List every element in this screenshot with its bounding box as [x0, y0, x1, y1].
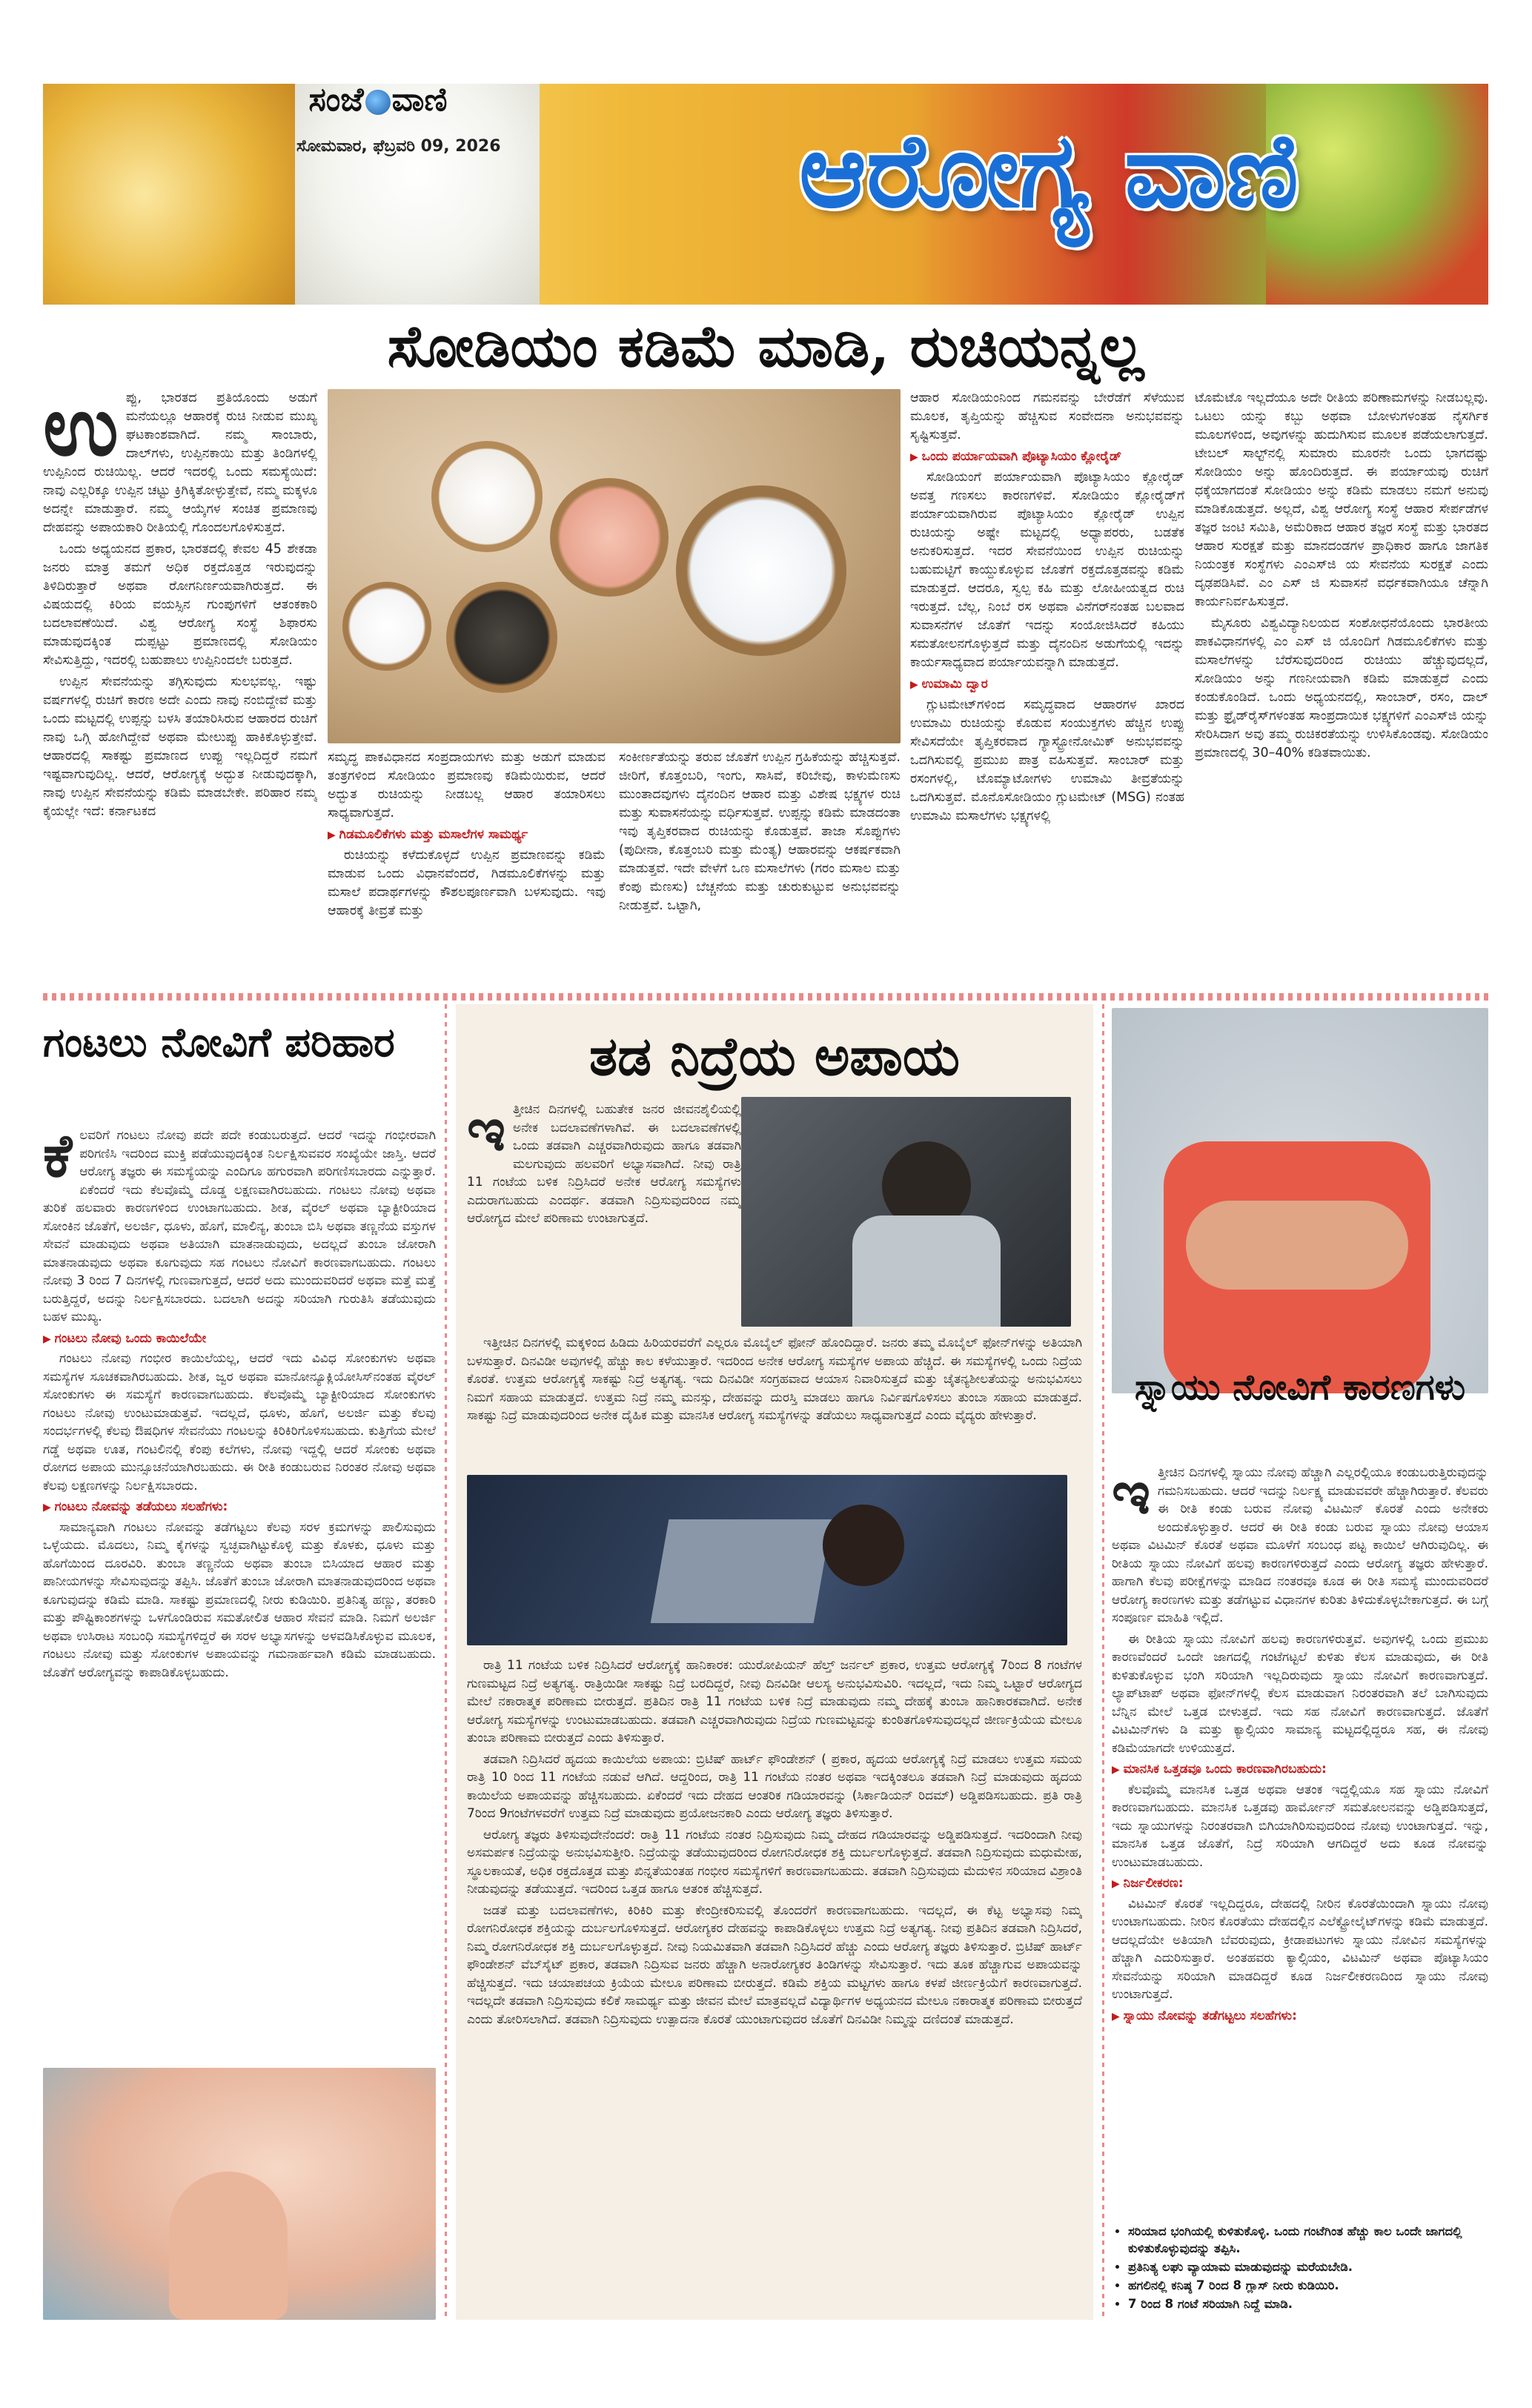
subheading: ▶ ಗಂಟಲು ನೋವನ್ನು ತಡೆಯಲು ಸಲಹೆಗಳು: — [43, 1498, 436, 1517]
laptop — [651, 1519, 832, 1623]
paragraph: ಒಂದು ಅಧ್ಯಯನದ ಪ್ರಕಾರ, ಭಾರತದಲ್ಲಿ ಕೇವಲ 45 ಶೇಕಡಾ ಜನರು ಮಾತ್ರ ತಮಗೆ ಅಧಿಕ ರಕ್ತದೊತ್ತಡ ಇರುವುದನ್ನು ತಿಳಿದಿರುತ್ತಾರೆ ಅಥವಾ ರೋಗನಿರ್ಣಯವಾಗಿರುತ್ತದೆ. ಈ ವಿಷಯದಲ್ಲಿ ಕಿರಿಯ ವಯಸ್ಸಿನ ಗುಂಪುಗಳಿಗೆ ಆತಂಕಕಾರಿ ಬದಲಾವಣೆಯಿದೆ. ವಿಶ್ವ ಆರೋಗ್ಯ ಸಂಸ್ಥೆ ಶಿಫಾರಸು ಮಾಡುವುದಕ್ಕಿಂತ ದುಪ್ಪಟ್ಟು ಪ್ರಮಾಣದಲ್ಲಿ ಸೋಡಿಯಂ ಸೇವಿಸುತ್ತಿದ್ದು, ಇದರಲ್ಲಿ ಬಹುಪಾಲು ಉಪ್ಪಿನಿಂದಲೇ ಬರುತ್ತದೆ. — [43, 542, 317, 668]
salt-spoon-fine — [342, 582, 431, 671]
muscle-title: ಸ್ನಾಯು ನೋವಿಗೆ ಕಾರಣಗಳು — [1134, 1367, 1466, 1408]
person-body — [852, 1215, 1001, 1327]
salt-spoon-pink — [550, 478, 669, 597]
subheading: ▶ ಸ್ನಾಯು ನೋವನ್ನು ತಡೆಗಟ್ಟಲು ಸಲಹೆಗಳು: — [1112, 2007, 1488, 2026]
tip-item: • ಹಗಲಿನಲ್ಲಿ ಕನಿಷ್ಠ 7 ರಿಂದ 8 ಗ್ಲಾಸ್ ನೀರು ಕುಡಿಯಿರಿ. — [1128, 2277, 1488, 2294]
subheading: ▶ ಗಿಡಮೂಲಿಕೆಗಳು ಮತ್ತು ಮಸಾಲೆಗಳ ಸಾಮರ್ಥ್ಯ — [328, 826, 606, 845]
paragraph: ಈ ರೀತಿಯ ಸ್ನಾಯು ನೋವಿಗೆ ಹಲವು ಕಾರಣಗಳಿರುತ್ತವೆ. ಅವುಗಳಲ್ಲಿ ಒಂದು ಪ್ರಮುಖ ಕಾರಣವೆಂದರೆ ಒಂದೇ ಜಾಗದಲ್ಲಿ ಗಂಟೆಗಟ್ಟಲೆ ಕುಳಿತು ಕೆಲಸ ಮಾಡುವುದು, ಈ ರೀತಿ ಕುಳಿತುಕೊಳ್ಳುವ ಭಂಗಿ ಸರಿಯಾಗಿ ಇಲ್ಲದಿರುವುದು ಸ್ನಾಯು ನೋವಿಗೆ ಕಾರಣವಾಗುತ್ತದೆ. ಲ್ಯಾಪ್‌ಟಾಪ್ ಅಥವಾ ಫೋನ್‌ಗಳಲ್ಲಿ ಕೆಲಸ ಮಾಡುವಾಗ ನಿರಂತರವಾಗಿ ತಲೆ ಬಾಗಿಸುವುದು ಬೆನ್ನಿನ ಮೇಲೆ ಒತ್ತಡ ಬೀಳುತ್ತದೆ. ಇದು ಸಹ ನೋವಿಗೆ ಕಾರಣವಾಗುತ್ತದೆ. ಜೊತೆಗೆ ವಿಟಮಿನ್‌ಗಳು ಡಿ ಮತ್ತು ಕ್ಯಾಲ್ಸಿಯಂ ಸಾಮಾನ್ಯ ಮಟ್ಟದಲ್ಲಿದ್ದರೂ ಸಹ, ಈ ನೋವು ಕಡಿಮೆಯಾಗದೇ ಉಳಿಯುತ್ತದೆ. — [1112, 1631, 1488, 1756]
lead-column-2 — [328, 749, 606, 982]
paragraph: ಉಪ್ಪಿನ ಸೇವನೆಯನ್ನು ತಗ್ಗಿಸುವುದು ಸುಲಭವಲ್ಲ. ಇಷ್ಟು ವರ್ಷಗಳಲ್ಲಿ ರುಚಿಗೆ ಕಾರಣ ಅದೇ ಎಂದು ನಾವು ನಂಬಿದ್ದೇವೆ ಮತ್ತು ಒಂದು ಮಟ್ಟದಲ್ಲಿ ಉಪ್ಪನ್ನು ಬಳಸಿ ತಯಾರಿಸಿರುವ ಆಹಾರದ ರುಚಿಗೆ ನಾವು ಒಗ್ಗಿ ಹೋಗಿದ್ದೇವೆ ಅಥವಾ ಮೇಲುಪ್ಪು ಹಾಕಿಕೊಳ್ಳುತ್ತೇವೆ. ಆಹಾರದಲ್ಲಿ ಸಾಕಷ್ಟು ಪ್ರಮಾಣದ ಉಪ್ಪು ಇಲ್ಲದಿದ್ದರೆ ನಮಗೆ ಇಷ್ಟವಾಗುವುದಿಲ್ಲ. ಆದರೆ, ಆರೋಗ್ಯಕ್ಕೆ ಅದ್ಭುತ ನೀಡುವುದಕ್ಕಾಗಿ, ನಾವು ಉಪ್ಪಿನ ಸೇವನೆಯನ್ನು ಕಡಿಮೆ ಮಾಡಬೇಕೇ. ಪರಿಹಾರ ನಮ್ಮ ಕೈಯಲ್ಲೇ ಇದೆ: ಕರ್ನಾಟಕದ — [43, 674, 317, 819]
throat-title: ಗಂಟಲು ನೋವಿಗೆ ಪರಿಹಾರ — [43, 1018, 395, 1066]
salt-spoons-photo — [328, 389, 901, 743]
paragraph: ಗ್ಲುಟಮೇಟ್‌ಗಳಿಂದ ಸಮೃದ್ಧವಾದ ಆಹಾರಗಳ ಖಾರದ ಉಮಾಮಿ ರುಚಿಯನ್ನು ಕೊಡುವ ಸಂಯುಕ್ತಗಳು ಹೆಚ್ಚಿನ ಉಪ್ಪು ಸೇವಿಸದೆಯೇ ತೃಪ್ತಿಕರವಾದ ಗ್ಯಾಸ್ಟ್ರೋನೋಮಿಕ್ ಅನುಭವವನ್ನು ಒದಗಿಸುವಲ್ಲಿ ಪ್ರಮುಖ ಪಾತ್ರ ವಹಿಸುತ್ತವೆ. ಸಾಂಬಾರ್ ಮತ್ತು ರಸಂಗಳಲ್ಲಿ, ಟೊಮ್ಯಾಟೋಗಳು ಉಮಾಮಿ ತೀವ್ರತೆಯನ್ನು ಒದಗಿಸುತ್ತವೆ. ಮೊನೊಸೋಡಿಯಂ ಗ್ಲುಟಮೇಟ್ (MSG) ನಂತಹ ಉಮಾಮಿ ಮಸಾಲೆಗಳು ಭಕ್ಷ್ಯಗಳಲ್ಲಿ — [910, 697, 1184, 823]
subheading: ▶ ಮಾನಸಿಕ ಒತ್ತಡವೂ ಒಂದು ಕಾರಣವಾಗಿರಬಹುದು: — [1112, 1760, 1488, 1780]
paragraph: ರುಚಿಯನ್ನು ಕಳೆದುಕೊಳ್ಳದೆ ಉಪ್ಪಿನ ಪ್ರಮಾಣವನ್ನು ಕಡಿಮೆ ಮಾಡುವ ಒಂದು ವಿಧಾನವೆಂದರೆ, ಗಿಡಮೂಲಿಕೆಗಳನ್ನು ಮತ್ತು ಮಸಾಲೆ ಪದಾರ್ಥಗಳನ್ನು ಕೌಶಲಪೂರ್ಣವಾಗಿ ಬಳಸುವುದು. ಇವು ಆಹಾರಕ್ಕೆ ತೀವ್ರತೆ ಮತ್ತು — [328, 848, 606, 918]
paragraph: ಟೊಮೆಟೊ ಇಲ್ಲದೆಯೂ ಅದೇ ರೀತಿಯ ಪರಿಣಾಮಗಳನ್ನು ನೀಡಬಲ್ಲವು. ಒಟಲು ಯನ್ನು ಕಬ್ಬು ಅಥವಾ ಬೋಳುಗಳಂತಹ ನೈಸರ್ಗಿಕ ಮೂಲಗಳಿಂದ, ಅವುಗಳನ್ನು ಹುದುಗಿಸುವ ಮೂಲಕ ಪಡೆಯಲಾಗುತ್ತದೆ. ಟೇಬಲ್ ಸಾಲ್ಟ್‌ನಲ್ಲಿ ಸುಮಾರು ಮೂರನೇ ಒಂದು ಭಾಗದಷ್ಟು ಸೋಡಿಯಂ ಅನ್ನು ಹೊಂದಿರುತ್ತದೆ. ಈ ಪರ್ಯಾಯವು ರುಚಿಗೆ ಧಕ್ಕೆಯಾಗದಂತೆ ಸೋಡಿಯಂ ಅನ್ನು ಕಡಿಮೆ ಮಾಡಲು ನಮಗೆ ಅನುವು ಮಾಡಿಕೊಡುತ್ತದೆ. ಅಲ್ಲದೆ, ವಿಶ್ವ ಆರೋಗ್ಯ ಸಂಸ್ಥೆ ಆಹಾರ ಸೇರ್ಪಡೆಗಳ ತಜ್ಞರ ಜಂಟಿ ಸಮಿತಿ, ಅಮೆರಿಕಾದ ಆಹಾರ ತಜ್ಞರ ಸಂಸ್ಥೆ ಮತ್ತು ಭಾರತದ ಆಹಾರ ಸುರಕ್ಷತೆ ಮತ್ತು ಮಾನದಂಡಗಳ ಪ್ರಾಧಿಕಾರ ಹಾಗೂ ಜಾಗತಿಕ ನಿಯಂತ್ರಕ ಸಂಸ್ಥೆಗಳು ಎಂಎಸ್‌ಜಿ ಯ ಸೇವನೆಯ ಸುರಕ್ಷತೆ ಎಂದು ದೃಢಪಡಿಸಿವೆ. ಎಂ ಎಸ್ ಜಿ ಸುವಾಸನೆ ವರ್ಧಕವಾಗಿಯೂ ಚೆನ್ನಾಗಿ ಕಾರ್ಯನಿರ್ವಹಿಸುತ್ತದೆ. — [1195, 391, 1488, 609]
dateline: ಸೋಮವಾರ, ಫೆಬ್ರವರಿ 09, 2026 — [296, 137, 501, 156]
paragraph: ಸಾಮಾನ್ಯವಾಗಿ ಗಂಟಲು ನೋವನ್ನು ತಡೆಗಟ್ಟಲು ಕೆಲವು ಸರಳ ಕ್ರಮಗಳನ್ನು ಪಾಲಿಸುವುದು ಒಳ್ಳೆಯದು. ಮೊದಲು, ನಿಮ್ಮ ಕೈಗಳನ್ನು ಸ್ವಚ್ಛವಾಗಿಟ್ಟುಕೊಳ್ಳಿ ಮತ್ತು ಕೊಳಕು, ಧೂಳು ಮತ್ತು ಹೊಗೆಯಿಂದ ದೂರವಿರಿ. ತುಂಬಾ ತಣ್ಣನೆಯ ಅಥವಾ ತುಂಬಾ ಬಿಸಿಯಾದ ಆಹಾರ ಮತ್ತು ಪಾನೀಯಗಳನ್ನು ಸೇವಿಸುವುದನ್ನು ತಪ್ಪಿಸಿ. ಜೊತೆಗೆ ತುಂಬಾ ಜೋರಾಗಿ ಮಾತನಾಡುವುದರಿಂದ ಅಥವಾ ಕೂಗುವುದನ್ನು ಕಡಿಮೆ ಮಾಡಿ. ಸಾಕಷ್ಟು ಪ್ರಮಾಣದಲ್ಲಿ ನೀರು ಕುಡಿಯಿರಿ. ಪ್ರತಿನಿತ್ಯ ಹಣ್ಣು, ತರಕಾರಿ ಮತ್ತು ಪೌಷ್ಟಿಕಾಂಶಗಳನ್ನು ಒಳಗೊಂಡಿರುವ ಸಮತೋಲಿತ ಆಹಾರ ಸೇವನೆ ಮಾಡಿ. ನಿಮಗೆ ಅಲರ್ಜಿ ಅಥವಾ ಉಸಿರಾಟ ಸಂಬಂಧಿ ಸಮಸ್ಯೆಗಳಿದ್ದರೆ ಈ ಸರಳ ಅಭ್ಯಾಸಗಳನ್ನು ಅಳವಡಿಸಿಕೊಳ್ಳುವ ಮೂಲಕ, ಗಂಟಲು ನೋವು ಮತ್ತು ಸೋಂಕುಗಳ ಅಪಾಯವನ್ನು ಗಮನಾರ್ಹವಾಗಿ ಕಡಿಮೆ ಮಾಡಬಹುದು. ಜೊತೆಗೆ ಆರೋಗ್ಯವನ್ನು ಕಾಪಾಡಿಕೊಳ್ಳಬಹುದು. — [43, 1519, 436, 1680]
dropcap: ಉ — [43, 389, 119, 474]
section-divider — [43, 993, 1488, 1001]
subheading: ▶ ಒಂದು ಪರ್ಯಾಯವಾಗಿ ಪೊಟ್ಯಾಸಿಯಂ ಕ್ಲೋರೈಡ್ — [910, 448, 1184, 467]
globe-icon — [365, 90, 391, 115]
subheading: ▶ ಉಮಾಮಿ ದ್ವಾರ — [910, 675, 1184, 694]
paragraph: ಆಹಾರ ಸೋಡಿಯಂನಿಂದ ಗಮನವನ್ನು ಬೇರೆಡೆಗೆ ಸೆಳೆಯುವ ಮೂಲಕ, ತೃಪ್ತಿಯನ್ನು ಹೆಚ್ಚಿಸುವ ಸಂವೇದನಾ ಅನುಭವವನ್ನು ಸೃಷ್ಟಿಸುತ್ತವೆ. — [910, 391, 1184, 442]
lead-column-4 — [910, 389, 1184, 982]
paragraph: ಇತ್ತೀಚಿನ ದಿನಗಳಲ್ಲಿ ಮಕ್ಕಳಿಂದ ಹಿಡಿದು ಹಿರಿಯರವರೆಗೆ ಎಲ್ಲರೂ ಮೊಬೈಲ್ ಫೋನ್ ಹೊಂದಿದ್ದಾರೆ. ಜನರು ತಮ್ಮ ಮೊಬೈಲ್ ಫೋನ್‌ಗಳನ್ನು ಅತಿಯಾಗಿ ಬಳಸುತ್ತಾರೆ. ದಿನವಿಡೀ ಅವುಗಳಲ್ಲಿ ಹೆಚ್ಚು ಕಾಲ ಕಳೆಯುತ್ತಾರೆ. ಇದರಿಂದ ಅನೇಕ ಆರೋಗ್ಯ ಸಮಸ್ಯೆಗಳ ಅಪಾಯ ಹೆಚ್ಚಿದೆ. ಈ ಸಮಸ್ಯೆಗಳಲ್ಲಿ ಒಂದು ನಿದ್ರೆಯ ಕೊರತೆ. ಉತ್ತಮ ಆರೋಗ್ಯಕ್ಕೆ ಸಾಕಷ್ಟು ನಿದ್ರೆ ಅತ್ಯಗತ್ಯ. ಇದು ದಿನವಿಡೀ ಸಂಗ್ರಹವಾದ ಆಯಾಸ ನಿವಾರಿಸುತ್ತದೆ ಮತ್ತು ಚೈತನ್ಯಶೀಲತೆಯನ್ನು ಅನುಭವಿಸಲು ನಿಮಗೆ ಸಹಾಯ ಮಾಡುತ್ತದೆ. ಉತ್ತಮ ನಿದ್ರೆ ನಮ್ಮ ಮನಸ್ಸು, ದೇಹವನ್ನು ದುರಸ್ತಿ ಮಾಡಲು ಹಾಗೂ ನಿರ್ವಿಷಗೊಳಿಸಲು ತುಂಬಾ ಸಹಾಯ ಮಾಡುತ್ತದೆ. ಸಾಕಷ್ಟು ನಿದ್ರೆ ಮಾಡುವುದರಿಂದ ಅನೇಕ ದೈಹಿಕ ಮತ್ತು ಮಾನಸಿಕ ಆರೋಗ್ಯ ಸಮಸ್ಯೆಗಳನ್ನು ತಡೆಯಲು ಸಾಧ್ಯವಾಗುತ್ತದೆ ಎಂದು ವೈದ್ಯರು ಹೇಳುತ್ತಾರೆ. — [467, 1336, 1082, 1423]
salt-spoon-white — [431, 441, 543, 552]
paragraph: ಆರೋಗ್ಯ ತಜ್ಞರು ತಿಳಿಸುವುದೇನೆಂದರೆ: ರಾತ್ರಿ 11 ಗಂಟೆಯ ನಂತರ ನಿದ್ರಿಸುವುದು ನಿಮ್ಮ ದೇಹದ ಗಡಿಯಾರವನ್ನು ಅಡ್ಡಿಪಡಿಸುತ್ತದೆ. ಇದರಿಂದಾಗಿ ನೀವು ಅಸಮರ್ಪಕ ನಿದ್ರೆಯನ್ನು ಅನುಭವಿಸುತ್ತೀರಿ. ನಿದ್ರೆಯನ್ನು ತಡೆಯುವುದರಿಂದ ರೋಗನಿರೋಧಕ ಶಕ್ತಿ ದುರ್ಬಲಗೊಳ್ಳುತ್ತದೆ. ತಡವಾಗಿ ನಿದ್ರಿಸುವುದು ಮಧುಮೇಹ, ಸ್ಥೂಲಕಾಯತೆ, ಅಧಿಕ ರಕ್ತದೊತ್ತಡ ಮತ್ತು ಖಿನ್ನತೆಯಂತಹ ಗಂಭೀರ ಸಮಸ್ಯೆಗಳಿಗೆ ಕಾರಣವಾಗಬಹುದು. ತಡವಾಗಿ ನಿದ್ರಿಸುವುದು ಮೆದುಳಿನ ಸರಿಯಾದ ವಿಶ್ರಾಂತಿ ನೀಡುವುದನ್ನು ತಡೆಯುತ್ತದೆ. ಇದರಿಂದ ಒತ್ತಡ ಹಾಗೂ ಆತಂಕ ಹೆಚ್ಚಿಸುತ್ತದೆ. — [467, 1827, 1082, 1897]
paragraph: ಸಂಕೀರ್ಣತೆಯನ್ನು ತರುವ ಜೊತೆಗೆ ಉಪ್ಪಿನ ಗ್ರಹಿಕೆಯನ್ನು ಹೆಚ್ಚಿಸುತ್ತವೆ. ಜೀರಿಗೆ, ಕೊತ್ತಂಬರಿ, ಇಂಗು, ಸಾಸಿವೆ, ಕರಿಬೇವು, ಕಾಳುಮೆಣಸು ಮುಂತಾದವುಗಳು ದೈನಂದಿನ ಆಹಾರ ಮತ್ತು ವಿಶೇಷ ಭಕ್ಷ್ಯಗಳ ರುಚಿ ಮತ್ತು ಸುವಾಸನೆಯನ್ನು ವರ್ಧಿಸುತ್ತವೆ. ಉಪ್ಪನ್ನು ಕಡಿಮೆ ಮಾಡದಂತಾ ಇವು ತೃಪ್ತಿಕರವಾದ ರುಚಿಯನ್ನು ಕೊಡುತ್ತವೆ. ತಾಜಾ ಸೊಪ್ಪುಗಳು (ಪುದೀನಾ, ಕೊತ್ತಂಬರಿ ಮತ್ತು ಮೆಂತ್ಯ) ಆಹಾರವನ್ನು ಆಕರ್ಷಕವಾಗಿ ಮಾಡುತ್ತವೆ. ಇದೇ ವೇಳೆಗೆ ಒಣ ಮಸಾಲೆಗಳು (ಗರಂ ಮಸಾಲ ಮತ್ತು ಕೆಂಪು ಮೆಣಸು) ಬೆಚ್ಚನೆಯ ಮತ್ತು ಚುರುಕುಟ್ಟುವ ಅನುಭವವನ್ನು ನೀಡುತ್ತವೆ. ಒಟ್ಟಾಗಿ, — [619, 750, 901, 913]
sleep-body-2 — [467, 1656, 1082, 2312]
paragraph: ಪ್ಪು, ಭಾರತದ ಪ್ರತಿಯೊಂದು ಅಡುಗೆ ಮನೆಯಲ್ಲೂ ಆಹಾರಕ್ಕೆ ರುಚಿ ನೀಡುವ ಮುಖ್ಯ ಘಟಕಾಂಶವಾಗಿದೆ. ನಮ್ಮ ಸಾಂಬಾರು, ದಾಲ್‌ಗಳು, ಉಪ್ಪಿನಕಾಯಿ ಮತ್ತು ತಿಂಡಿಗಳಲ್ಲಿ ಉಪ್ಪಿನಿಂದ ರುಚಿಯಿಲ್ಲ. ಆದರೆ ಇದರಲ್ಲಿ ಒಂದು ಸಮಸ್ಯೆಯಿದೆ: ನಾವು ಎಲ್ಲರಿಕ್ಕೂ ಉಪ್ಪಿನ ಚಟ್ಟು ಕ್ರಿಗಿಕ್ಕಿತೋಳ್ಳುತ್ತೇವೆ, ನಮ್ಮ ಮಕ್ಕಳೂ ಅದನ್ನೇ ಮಾಡುತ್ತಾರೆ. ನಮ್ಮ ಆಯ್ಕೆಗಳ ಸಂಚಿತ ಪ್ರಮಾಣವು ದೇಹವನ್ನು ಅಪಾಯಕಾರಿ ರೀತಿಯಲ್ಲಿ ಗೊಂದಲಗೊಳಿಸುತ್ತದೆ. — [43, 391, 317, 535]
paragraph: ವಿಟಮಿನ್ ಕೊರತೆ ಇಲ್ಲದಿದ್ದರೂ, ದೇಹದಲ್ಲಿ ನೀರಿನ ಕೊರತೆಯಿಂದಾಗಿ ಸ್ನಾಯು ನೋವು ಉಂಟಾಗಬಹುದು. ನೀರಿನ ಕೊರತೆಯು ದೇಹದಲ್ಲಿನ ಎಲೆಕ್ಟ್ರೋಲೈಟ್‌ಗಳನ್ನು ಕಡಿಮೆ ಮಾಡುತ್ತದೆ. ಆದಲ್ಲದೆಯೇ ಅತಿಯಾಗಿ ಬೆವರುವುದು, ಕ್ರೀಡಾಪಟುಗಳು ಸ್ನಾಯು ನೋವಿನ ಸಮಸ್ಯೆಗಳನ್ನು ಹೆಚ್ಚಾಗಿ ಎದುರಿಸುತ್ತಾರೆ. ಅಂತಹವರು ಕ್ಯಾಲ್ಸಿಯಂ, ವಿಟಮಿನ್ ಅಥವಾ ಪೊಟ್ಯಾಸಿಯಂ ಸೇವನೆಯನ್ನು ಸರಿಯಾಗಿ ಮಾಡದಿದ್ದರೆ ಕೂಡ ನಿರ್ಜಲೀಕರಣದಿಂದ ಸ್ನಾಯು ನೋವು ಉಂಟಾಗುತ್ತದೆ. — [1112, 1896, 1488, 2002]
lead-headline: ಸೋಡಿಯಂ ಕಡಿಮೆ ಮಾಡಿ, ರುಚಿಯನ್ನಲ್ಲ — [387, 313, 1144, 380]
tip-item: • ಸರಿಯಾದ ಭಂಗಿಯಲ್ಲಿ ಕುಳಿತುಕೊಳ್ಳಿ. ಒಂದು ಗಂಟೆಗಿಂತ ಹೆಚ್ಚು ಕಾಲ ಒಂದೇ ಜಾಗದಲ್ಲಿ ಕುಳಿತುಕೊಳ್ಳುವುದನ್ನು ತಪ್ಪಿಸಿ. — [1128, 2223, 1488, 2257]
hand-on-throat — [169, 2172, 288, 2320]
tip-item: • 7 ರಿಂದ 8 ಗಂಟೆ ಸರಿಯಾಗಿ ನಿದ್ದೆ ಮಾಡಿ. — [1128, 2295, 1488, 2312]
masthead-logo: ಸಂಜೆ ವಾಣಿ — [308, 81, 448, 119]
paragraph: ಗಂಟಲು ನೋವು ಗಂಭೀರ ಕಾಯಿಲೆಯಲ್ಲ, ಆದರೆ ಇದು ವಿವಿಧ ಸೋಂಕುಗಳು ಅಥವಾ ಸಮಸ್ಯೆಗಳ ಸೂಚಕವಾಗಿರಬಹುದು. ಶೀತ, ಜ್ವರ ಅಥವಾ ಮಾನೋನ್ಯೂಕ್ಲಿಯೋಸಿಸ್‌ನಂತಹ ವೈರಲ್ ಸೋಂಕುಗಳು ಈ ಸಮಸ್ಯೆಗೆ ಕಾರಣವಾಗಬಹುದು. ಕೆಲವೊಮ್ಮೆ ಬ್ಯಾಕ್ಟೀರಿಯಾದ ಸೋಂಕುಗಳು ಗಂಟಲು ನೋವು ಉಂಟುಮಾಡುತ್ತವೆ. ಇದಲ್ಲದೆ, ಧೂಳು, ಹೊಗೆ, ಅಲರ್ಜಿ ಮತ್ತು ಕೆಲವು ಸಂದರ್ಭಗಳಲ್ಲಿ ಕೆಲವು ಔಷಧಿಗಳ ಸೇವನೆಯು ಗಂಟಲನ್ನು ಕಿರಿಕಿರಿಗೊಳಿಸಬಹುದು. ಕುತ್ತಿಗೆಯ ಮೇಲೆ ಗಡ್ಡೆ ಅಥವಾ ಊತ, ಗಂಟಲಿನಲ್ಲಿ ಕೆಂಪು ಕಲೆಗಳು, ನೋವು ಇದ್ದಲ್ಲಿ ಆದರೆ ಸೋಂಕು ಅಥವಾ ರೋಗದ ಅಪಾಯ ಮುನ್ಸೂಚನೆಯಾಗಿರಬಹುದು. ಈ ರೀತಿ ಕಂಡುಬರುವ ನಿರಂತರ ನೋವು ಅಥವಾ ಕೆಲವು ಲಕ್ಷಣಗಳನ್ನು ನಿರ್ಲಕ್ಷಿಸಬಾರದು. — [43, 1351, 436, 1493]
throat-article — [43, 1127, 436, 2053]
arm — [1186, 1201, 1408, 1290]
elbow-pain-photo — [1112, 1008, 1488, 1393]
paragraph: ತಡವಾಗಿ ನಿದ್ರಿಸಿದರೆ ಹೃದಯ ಕಾಯಿಲೆಯ ಅಪಾಯ: ಬ್ರಿಟಿಷ್ ಹಾರ್ಟ್ ಫೌಂಡೇಶನ್ ( ಪ್ರಕಾರ, ಹೃದಯ ಆರೋಗ್ಯಕ್ಕೆ ನಿದ್ರೆ ಮಾಡಲು ಉತ್ತಮ ಸಮಯ ರಾತ್ರಿ 10 ರಿಂದ 11 ಗಂಟೆಯ ನಡುವೆ ಆಗಿದೆ. ಆದ್ದರಿಂದ, ರಾತ್ರಿ 11 ಗಂಟೆಯ ನಂತರ ಅಥವಾ ಇದಕ್ಕಿಂತಲೂ ತಡವಾಗಿ ನಿದ್ರೆ ಮಾಡುವುದು ಹೃದಯ ಕಾಯಿಲೆಯ ಅಪಾಯವನ್ನು ಹೆಚ್ಚಿಸಬಹುದು. ಏಕೆಂದರೆ ಇದು ದೇಹದ ಆಂತರಿಕ ಗಡಿಯಾರವನ್ನು (ಸಿರ್ಕಾಡಿಯನ್ ರಿದಮ್) ಅಡ್ಡಿಪಡಿಸಬಹುದು. ಪ್ರತಿ ರಾತ್ರಿ 7ರಿಂದ 9ಗಂಟೆಗಳವರೆಗೆ ಉತ್ತಮ ನಿದ್ರೆ ಮಾಡುವುದು ಪ್ರಯೋಜನಕಾರಿ ಎಂದು ಆರೋಗ್ಯ ತಜ್ಞರು ತಿಳಿಸುತ್ತಾರೆ. — [467, 1751, 1082, 1821]
column-divider — [1102, 1004, 1104, 2320]
dropcap: ಇ — [1112, 1464, 1150, 1528]
paragraph: ಜಡತೆ ಮತ್ತು ಬದಲಾವಣೆಗಳು, ಕಿರಿಕಿರಿ ಮತ್ತು ಕೇಂದ್ರೀಕರಿಸುವಲ್ಲಿ ತೊಂದರೆಗೆ ಕಾರಣವಾಗಬಹುದು. ಇದಲ್ಲದೆ, ಈ ಕೆಟ್ಟ ಅಭ್ಯಾಸವು ನಿಮ್ಮ ರೋಗನಿರೋಧಕ ಶಕ್ತಿಯನ್ನು ದುರ್ಬಲಗೊಳಿಸುತ್ತದೆ. ಆರೋಗ್ಯಕರ ದೇಹವನ್ನು ಕಾಪಾಡಿಕೊಳ್ಳಲು ಉತ್ತಮ ನಿದ್ರೆ ಅತ್ಯಗತ್ಯ. ನೀವು ಪ್ರತಿದಿನ ತಡವಾಗಿ ನಿದ್ರಿಸಿದರೆ, ನಿಮ್ಮ ರೋಗನಿರೋಧಕ ಶಕ್ತಿ ದುರ್ಬಲಗೊಳ್ಳುತ್ತದೆ. ನೀವು ನಿಯಮಿತವಾಗಿ ತಡವಾಗಿ ನಿದ್ರಿಸಿದರೆ ಹೆಚ್ಚು ಎಂದು ಆರೋಗ್ಯ ತಜ್ಞರು ತಿಳಿಸುತ್ತಾರೆ. ಬ್ರಿಟಿಷ್ ಹಾರ್ಟ್ ಫೌಂಡೇಶನ್ ವೆಬ್‌ಸೈಟ್ ಪ್ರಕಾರ, ತಡವಾಗಿ ನಿದ್ರಿಸುವ ಜನರು ಹೆಚ್ಚಾಗಿ ಅನಾರೋಗ್ಯಕರ ತಿಂಡಿಗಳನ್ನು ಸೇವಿಸುತ್ತಾರೆ. ಇದು ತೂಕ ಹೆಚ್ಚಾಗುವ ಅಪಾಯವನ್ನು ಹೆಚ್ಚಿಸುತ್ತದೆ. ಇದು ಚಯಾಪಚಯ ಕ್ರಿಯೆಯ ಮೇಲೂ ಪರಿಣಾಮ ಬೀರುತ್ತದೆ. ಕಡಿಮೆ ಶಕ್ತಿಯ ಮಟ್ಟಗಳು ಹಾಗೂ ಕಳಪೆ ಜೀರ್ಣಕ್ರಿಯೆಗೆ ಕಾರಣವಾಗುತ್ತದೆ. ಇದಲ್ಲದೇ ತಡವಾಗಿ ನಿದ್ರಿಸುವುದು ಕಲಿಕೆ ಸಾಮರ್ಥ್ಯ ಮತ್ತು ಜೀವನ ಮೇಲೆ ಮಾತ್ರವಲ್ಲದೆ ವಿದ್ಯಾರ್ಥಿಗಳ ಅಧ್ಯಯನದ ಮೇಲೂ ನಕಾರಾತ್ಮಕ ಪರಿಣಾಮ ಬೀರುತ್ತದೆ ಎಂದು ತೋರಿಸಲಾಗಿದೆ. ತಡವಾಗಿ ನಿದ್ರಿಸುವುದು ಉತ್ಪಾದನಾ ಕೊರತೆ ಯುಂಟಾಗುವುದರ ಜೊತೆಗೆ ದಿನವಿಡೀ ನಿಮ್ಮನ್ನು ದಣಿದಂತೆ ಮಾಡುತ್ತದೆ. — [467, 1903, 1082, 2027]
subheading: ▶ ಗಂಟಲು ನೋವು ಒಂದು ಕಾಯಿಲೆಯೇ — [43, 1330, 436, 1349]
phone-in-bed-photo — [741, 1097, 1071, 1327]
paragraph: ಲವರಿಗೆ ಗಂಟಲು ನೋವು ಪದೇ ಪದೇ ಕಂಡುಬರುತ್ತದೆ. ಆದರೆ ಇದನ್ನು ಗಂಭೀರವಾಗಿ ಪರಿಗಣಿಸಿ ಇದರಿಂದ ಮುಕ್ತಿ ಪಡೆಯುವುದಕ್ಕಿಂತ ನಿರ್ಲಕ್ಷಿಸುವವರ ಸಂಖ್ಯೆಯೇ ಜಾಸ್ತಿ. ಆದರೆ ಆರೋಗ್ಯ ತಜ್ಞರು ಈ ಸಮಸ್ಯೆಯನ್ನು ಎಂದಿಗೂ ಹಗುರವಾಗಿ ಪರಿಗಣಿಸಬಾರದು ಎನ್ನುತ್ತಾರೆ. ಏಕೆಂದರೆ ಇದು ಕೆಲವೊಮ್ಮೆ ದೊಡ್ಡ ಲಕ್ಷಣವಾಗಿರಬಹುದು. ಗಂಟಲು ನೋವು ಅಥವಾ ತುರಿಕೆ ಹಲವಾರು ಕಾರಣಗಳಿಂದ ಉಂಟಾಗಬಹುದು. ಶೀತ, ವೈರಲ್ ಅಥವಾ ಬ್ಯಾಕ್ಟೀರಿಯಾದ ಸೋಂಕಿನ ಜೊತೆಗೆ, ಅಲರ್ಜಿ, ಧೂಳು, ಹೊಗೆ, ಮಾಲಿನ್ಯ, ತುಂಬಾ ಬಿಸಿ ಅಥವಾ ತಣ್ಣನೆಯ ವಸ್ತುಗಳ ಸೇವನೆ ಮಾಡುವುದು ಅಥವಾ ಅತಿಯಾಗಿ ಮಾತನಾಡುವುದು, ಅದಲ್ಲದೆ ತುಂಬಾ ಜೋರಾಗಿ ಮಾತನಾಡುವುದು ಅಥವಾ ಕೂಗುವುದು ಸಹ ಗಂಟಲು ನೋವಿಗೆ ಕಾರಣವಾಗಬಹುದು. ಗಂಟಲು ನೋವು 3 ರಿಂದ 7 ದಿನಗಳಲ್ಲಿ ಗುಣವಾಗುತ್ತದೆ, ಆದರೆ ಅದು ಮುಂದುವರಿದರೆ ಅಥವಾ ಮತ್ತೆ ಮತ್ತೆ ಬರುತ್ತಿದ್ದರೆ, ಅದನ್ನು ನಿರ್ಲಕ್ಷಿಸಬಾರದು. ಬದಲಾಗಿ ಅದನ್ನು ಸರಿಯಾಗಿ ಗುರುತಿಸಿ ತಡೆಯುವುದು ಬಹಳ ಮುಖ್ಯ. — [43, 1128, 436, 1324]
pepper-spoon — [446, 582, 557, 693]
lead-column-5 — [1195, 389, 1488, 982]
paragraph: ಸಮೃದ್ಧ ಪಾಕವಿಧಾನದ ಸಂಪ್ರದಾಯಗಳು ಮತ್ತು ಅಡುಗೆ ಮಾಡುವ ತಂತ್ರಗಳಿಂದ ಸೋಡಿಯಂ ಪ್ರಮಾಣವು ಕಡಿಮೆಯಿರುವ, ಆದರೆ ಅದ್ಭುತ ರುಚಿಯನ್ನು ನೀಡಬಲ್ಲ ಆಹಾರ ತಯಾರಿಸಲು ಸಾಧ್ಯವಾಗುತ್ತದೆ. — [328, 750, 606, 820]
lead-column-3 — [619, 749, 901, 982]
sleep-intro — [467, 1101, 741, 1341]
paragraph: ತ್ತೀಚಿನ ದಿನಗಳಲ್ಲಿ ಸ್ನಾಯು ನೋವು ಹೆಚ್ಚಾಗಿ ಎಲ್ಲರಲ್ಲಿಯೂ ಕಂಡುಬರುತ್ತಿರುವುದನ್ನು ಗಮನಿಸಬಹುದು. ಆದರೆ ಇದನ್ನು ನಿರ್ಲಕ್ಷ್ಯ ಮಾಡುವವರೇ ಹೆಚ್ಚಾಗಿರುತ್ತಾರೆ. ಕೆಲವರು ಈ ರೀತಿ ಕಂಡು ಬರುವ ನೋವು ವಿಟಮಿನ್ ಕೊರತೆ ಎಂದು ಅನೇಕರು ಅಂದುಕೊಳ್ಳುತ್ತಾರೆ. ಆದರೆ ಈ ರೀತಿ ಕಂಡು ಬರುವ ಸ್ನಾಯು ನೋವು ಆಯಾಸ ಅಥವಾ ವಿಟಮಿನ್ ಕೊರತೆ ಅಥವಾ ಮೂಳೆಗೆ ಸಂಬಂಧ ಪಟ್ಟ ಕಾಯಿಲೆ ಆಗಿರುವುದಿಲ್ಲ. ಈ ರೀತಿಯ ಸ್ನಾಯು ನೋವಿಗೆ ಹಲವು ಕಾರಣಗಳಿರುತ್ತದೆ ಎಂದು ಆರೋಗ್ಯ ತಜ್ಞರು ಹೇಳುತ್ತಾರೆ. ಹಾಗಾಗಿ ಕೆಲವು ಪರೀಕ್ಷೆಗಳನ್ನು ಮಾಡಿದ ನಂತರವೂ ಕೂಡ ಈ ರೀತಿ ಸಮಸ್ಯೆ ಮುಂದುವರಿದರೆ ಆರೋಗ್ಯ ಕಾರಣಗಳು ಮತ್ತು ತಡೆಗಟ್ಟುವ ವಿಧಾನಗಳ ಕುರಿತು ತಿಳಿದುಕೊಳ್ಳಬೇಕಾಗುತ್ತದೆ. ಈ ಬಗ್ಗೆ ಸಂಪೂರ್ಣ ಮಾಹಿತಿ ಇಲ್ಲಿದೆ. — [1112, 1465, 1488, 1625]
person-head — [823, 1505, 904, 1586]
muscle-article — [1112, 1464, 1488, 2220]
salt-spoon-coarse — [676, 485, 846, 656]
food-image — [43, 84, 295, 305]
section-title: ಆರೋಗ್ಯ ವಾಣಿ — [798, 110, 1299, 230]
paragraph: ಮೈಸೂರು ವಿಶ್ವವಿದ್ಯಾನಿಲಯದ ಸಂಶೋಧನೆಯೊಂದು ಭಾರತೀಯ ಪಾಕವಿಧಾನಗಳಲ್ಲಿ ಎಂ ಎಸ್ ಜಿ ಯೊಂದಿಗೆ ಗಿಡಮೂಲಿಕೆಗಳು ಮತ್ತು ಮಸಾಲೆಗಳನ್ನು ಬೆರೆಸುವುದರಿಂದ ರುಚಿಯು ಹೆಚ್ಚುವುದಲ್ಲದೆ, ಸೋಡಿಯಂ ಅನ್ನು ಗಣನೀಯವಾಗಿ ಕಡಿಮೆ ಮಾಡುತ್ತದೆ ಎಂದು ಕಂಡುಕೊಂಡಿದೆ. ಒಂದು ಅಧ್ಯಯನದಲ್ಲಿ, ಸಾಂಬಾರ್, ರಸಂ, ದಾಲ್ ಮತ್ತು ಫ್ರೈಡ್‌ರೈಸ್‌ಗಳಂತಹ ಸಾಂಪ್ರದಾಯಿಕ ಭಕ್ಷ್ಯಗಳಿಗೆ ಎಂಎಸ್‌ಜಿ ಯನ್ನು ಸೇರಿಸಿದಾಗ ಅವು ತಮ್ಮ ರುಚಿಕರತೆಯನ್ನು ಉಳಿಸಿಕೊಂಡವು. ಸೋಡಿಯಂ ಪ್ರಮಾಣದಲ್ಲಿ 30–40% ಕಡಿತವಾಯಿತು. — [1195, 616, 1488, 760]
sleep-title: ತಡ ನಿದ್ರೆಯ ಅಪಾಯ — [589, 1024, 960, 1087]
paragraph: ರಾತ್ರಿ 11 ಗಂಟೆಯ ಬಳಿಕ ನಿದ್ರಿಸಿದರೆ ಆರೋಗ್ಯಕ್ಕೆ ಹಾನಿಕಾರಕ: ಯುರೋಪಿಯನ್ ಹೆಲ್ತ್ ಜರ್ನಲ್ ಪ್ರಕಾರ, ಉತ್ತಮ ಆರೋಗ್ಯಕ್ಕೆ 7ರಿಂದ 8 ಗಂಟೆಗಳ ಗುಣಮಟ್ಟದ ನಿದ್ರೆ ಅತ್ಯಗತ್ಯ. ರಾತ್ರಿಯಿಡೀ ಸಾಕಷ್ಟು ನಿದ್ರೆ ಬರದಿದ್ದರೆ, ನೀವು ದಿನವಿಡೀ ಆಲಸ್ಯ ಅನುಭವಿಸುವಿರಿ. ಇದಲ್ಲದೆ, ಇದು ನಿಮ್ಮ ಒಟ್ಟಾರೆ ಆರೋಗ್ಯದ ಮೇಲೆ ನಕಾರಾತ್ಮಕ ಪರಿಣಾಮ ಬೀರುತ್ತದೆ. ಪ್ರತಿದಿನ ರಾತ್ರಿ 11 ಗಂಟೆಯ ಬಳಿಕ ನಿದ್ರೆ ಮಾಡುವುದು ನಮ್ಮ ದೇಹಕ್ಕೆ ತುಂಬಾ ಹಾನಿಕಾರಕವಾಗಿದೆ. ಅನೇಕ ಆರೋಗ್ಯ ಸಮಸ್ಯೆಗಳನ್ನು ಉಂಟುಮಾಡಬಹುದು. ತಡವಾಗಿ ಎಚ್ಚರವಾಗಿರುವುದು ನಿದ್ರೆಯ ಗುಣಮಟ್ಟವನ್ನು ಕುಂಠಿತಗೊಳಿಸುವುದಲ್ಲದೆ ಜೀರ್ಣಕ್ರಿಯೆಯ ಮೇಲೂ ತುಂಬಾ ಪರಿಣಾಮ ಬೀರುತ್ತದೆ ಎಂದು ತಿಳಿಸುತ್ತಾರೆ. — [467, 1658, 1082, 1745]
lead-column-1 — [43, 389, 317, 982]
dropcap: ಇ — [467, 1101, 505, 1164]
muscle-tips — [1112, 2220, 1488, 2320]
column-divider — [445, 1004, 447, 2320]
laptop-in-bed-photo — [467, 1475, 1067, 1645]
paragraph: ಸೋಡಿಯಂಗೆ ಪರ್ಯಾಯವಾಗಿ ಪೊಟ್ಯಾಸಿಯಂ ಕ್ಲೋರೈಡ್ ಅವತ್ತ ಗಣಸಲು ಕಾರಣಗಳಿವೆ. ಸೋಡಿಯಂ ಕ್ಲೋರೈಡ್‌ಗೆ ಪರ್ಯಾಯವಾಗಿರುವ ಪೊಟ್ಯಾಸಿಯಂ ಕ್ಲೋರೈಡ್ ಉಪ್ಪಿನ ರುಚಿಯನ್ನು ಅಷ್ಟೇ ಮಟ್ಟದಲ್ಲಿ ಅಧ್ಯಾಪರರು, ಬಡತೆಕ ಅನುಕರಿಸುತ್ತದೆ. ಇದರ ಸೇವನೆಯಿಂದ ಉಪ್ಪಿನ ರುಚಿಯನ್ನು ಬಹುಮಟ್ಟಿಗೆ ಕಾಯ್ದುಕೊಳ್ಳುವ ಜೊತೆಗೆ ರಕ್ತದೊತ್ತಡವನ್ನು ಕಡಿಮೆ ಮಾಡುತ್ತದೆ. ಆದರೂ, ಸ್ವಲ್ಪ ಕಹಿ ಮತ್ತು ಲೋಹೀಯತ್ವದ ರುಚಿ ಇರುತ್ತದೆ. ಬೆಲ್ಲ, ನಿಂಬೆ ರಸ ಅಥವಾ ವಿನೆಗರ್‌ನಂತಹ ಬಲವಾದ ಸುವಾಸನೆಗಳ ಜೊತೆಗೆ ಇದನ್ನು ಸಂಯೋಜಿಸಿದರೆ ಕಹಿಯು ಸಮತೋಲನಗೊಳ್ಳುತ್ತದೆ ಮತ್ತು ದೈನಂದಿನ ಅಡುಗೆಯಲ್ಲಿ ಇದನ್ನು ಕಾರ್ಯಸಾಧ್ಯವಾದ ಪರ್ಯಾಯವನ್ನಾಗಿ ಮಾಡುತ್ತದೆ. — [910, 470, 1184, 670]
paragraph: ತ್ತೀಚಿನ ದಿನಗಳಲ್ಲಿ ಬಹುತೇಕ ಜನರ ಜೀವನಶೈಲಿಯಲ್ಲಿ ಅನೇಕ ಬದಲಾವಣೆಗಳಾಗಿವೆ. ಈ ಬದಲಾವಣೆಗಳಲ್ಲಿ ಒಂದು ತಡವಾಗಿ ಎಚ್ಚರವಾಗಿರುವುದು ಹಾಗೂ ತಡವಾಗಿ ಮಲಗುವುದು ಹಲವರಿಗೆ ಅಭ್ಯಾಸವಾಗಿದೆ. ನೀವು ರಾತ್ರಿ 11 ಗಂಟೆಯ ಬಳಿಕ ನಿದ್ರಿಸಿದರೆ ಅನೇಕ ಆರೋಗ್ಯ ಸಮಸ್ಯೆಗಳು ಎದುರಾಗಬಹುದು ಎಂದರ್ಥ. ತಡವಾಗಿ ನಿದ್ರಿಸುವುದರಿಂದ ನಮ್ಮ ಆರೋಗ್ಯದ ಮೇಲೆ ಪರಿಣಾಮ ಉಂಟಾಗುತ್ತದೆ. — [467, 1102, 741, 1226]
sleep-body-1 — [467, 1334, 1082, 1467]
subheading: ▶ ನಿರ್ಜಲೀಕರಣ: — [1112, 1874, 1488, 1894]
paragraph: ಕೆಲವೊಮ್ಮೆ ಮಾನಸಿಕ ಒತ್ತಡ ಅಥವಾ ಆತಂಕ ಇದ್ದಲ್ಲಿಯೂ ಸಹ ಸ್ನಾಯು ನೋವಿಗೆ ಕಾರಣವಾಗಬಹುದು. ಮಾನಸಿಕ ಒತ್ತಡವು ಹಾರ್ಮೋನ್ ಸಮತೋಲನವನ್ನು ಅಡ್ಡಿಪಡಿಸುತ್ತದೆ, ಇದು ಸ್ನಾಯುಗಳನ್ನು ನಿರಂತರವಾಗಿ ಬಿಗಿಯಾಗಿರಿಸುವುದರಿಂದ ನೋವು ಉಂಟಾಗುತ್ತದೆ. ಇನ್ನು, ಮಾನಸಿಕ ಒತ್ತಡ ಜೊತೆಗೆ, ನಿದ್ರೆ ಸರಿಯಾಗಿ ಆಗದಿದ್ದರೆ ಅದು ಕೂಡ ನೋವನ್ನು ಉಂಟುಮಾಡಬಹುದು. — [1112, 1782, 1488, 1870]
tip-item: • ಪ್ರತಿನಿತ್ಯ ಲಘು ವ್ಯಾಯಾಮ ಮಾಡುವುದನ್ನು ಮರೆಯಬೇಡಿ. — [1128, 2258, 1488, 2275]
throat-pain-photo — [43, 2068, 436, 2320]
dropcap: ಕೆ — [43, 1127, 73, 1190]
